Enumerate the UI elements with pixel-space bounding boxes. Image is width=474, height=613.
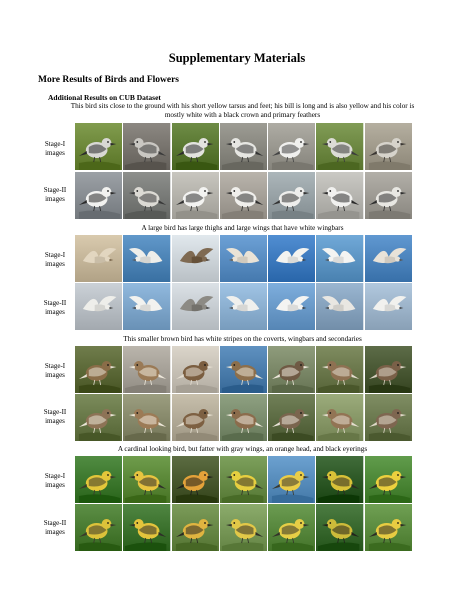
bird-image bbox=[316, 504, 363, 551]
bird-image bbox=[316, 283, 363, 330]
bird-image bbox=[268, 346, 315, 393]
row-label-stage1: Stage-I images bbox=[44, 362, 66, 379]
figure-caption-4: A cardinal looking bird, but fatter with gray wings, an orange head, and black eyerings bbox=[117, 445, 368, 453]
bird-image bbox=[123, 346, 170, 393]
bird-image bbox=[172, 123, 219, 170]
bird-image bbox=[365, 283, 412, 330]
bird-image bbox=[123, 283, 170, 330]
bird-image bbox=[172, 394, 219, 441]
bird-image bbox=[365, 456, 412, 503]
bird-image bbox=[220, 235, 267, 282]
bird-image bbox=[75, 283, 122, 330]
bird-image bbox=[220, 346, 267, 393]
bird-image bbox=[75, 235, 122, 282]
bird-image bbox=[75, 504, 122, 551]
row-label-stage2: Stage-II images bbox=[43, 408, 67, 425]
bird-image bbox=[220, 172, 267, 219]
row-label-stage1: Stage-I images bbox=[44, 472, 66, 489]
figure-caption-1: This bird sits close to the ground with his short yellow tarsus and feet; his bill is long and is also yellow and his color is mostly white with a black crown and primary feathers bbox=[70, 102, 415, 119]
bird-image bbox=[75, 172, 122, 219]
bird-image bbox=[268, 456, 315, 503]
bird-image bbox=[316, 456, 363, 503]
bird-image bbox=[75, 456, 122, 503]
row-label-stage2: Stage-II images bbox=[43, 186, 67, 203]
bird-image bbox=[220, 456, 267, 503]
bird-image bbox=[172, 172, 219, 219]
section-title: More Results of Birds and Flowers bbox=[38, 75, 179, 85]
bird-image bbox=[316, 123, 363, 170]
bird-image bbox=[268, 235, 315, 282]
bird-image bbox=[268, 504, 315, 551]
row-label-stage1: Stage-I images bbox=[44, 140, 66, 157]
bird-image bbox=[172, 504, 219, 551]
bird-image bbox=[75, 346, 122, 393]
image-row-stage1 bbox=[75, 456, 412, 503]
bird-image bbox=[365, 235, 412, 282]
bird-image bbox=[220, 283, 267, 330]
image-row-stage1 bbox=[75, 123, 412, 170]
image-row-stage1 bbox=[75, 235, 412, 282]
bird-image bbox=[123, 235, 170, 282]
bird-image bbox=[220, 394, 267, 441]
bird-image bbox=[316, 172, 363, 219]
bird-image bbox=[75, 123, 122, 170]
bird-image bbox=[268, 394, 315, 441]
bird-image bbox=[220, 123, 267, 170]
row-label-stage2: Stage-II images bbox=[43, 299, 67, 316]
row-label-stage2: Stage-II images bbox=[43, 519, 67, 536]
bird-image bbox=[123, 504, 170, 551]
subsection-title: Additional Results on CUB Dataset bbox=[48, 93, 161, 102]
bird-image bbox=[268, 283, 315, 330]
bird-image bbox=[75, 394, 122, 441]
bird-image bbox=[268, 172, 315, 219]
page-title: Supplementary Materials bbox=[168, 51, 306, 65]
bird-image bbox=[316, 394, 363, 441]
bird-image bbox=[172, 456, 219, 503]
figure-caption-3: This smaller brown bird has white stripes on the coverts, wingbars and secondaries bbox=[123, 335, 362, 343]
image-row-stage2 bbox=[75, 172, 412, 219]
bird-image bbox=[172, 346, 219, 393]
bird-image bbox=[365, 504, 412, 551]
row-label-stage1: Stage-I images bbox=[44, 251, 66, 268]
image-row-stage2 bbox=[75, 394, 412, 441]
bird-image bbox=[365, 394, 412, 441]
bird-image bbox=[123, 456, 170, 503]
bird-image bbox=[365, 172, 412, 219]
figure-caption-2: A large bird has large thighs and large wings that have white wingbars bbox=[141, 224, 344, 232]
bird-image bbox=[123, 172, 170, 219]
bird-image bbox=[365, 123, 412, 170]
bird-image bbox=[268, 123, 315, 170]
bird-image bbox=[220, 504, 267, 551]
image-row-stage1 bbox=[75, 346, 412, 393]
bird-image bbox=[172, 235, 219, 282]
bird-image bbox=[172, 283, 219, 330]
image-row-stage2 bbox=[75, 283, 412, 330]
bird-image bbox=[123, 123, 170, 170]
bird-image bbox=[123, 394, 170, 441]
bird-image bbox=[365, 346, 412, 393]
bird-image bbox=[316, 346, 363, 393]
image-row-stage2 bbox=[75, 504, 412, 551]
bird-image bbox=[316, 235, 363, 282]
